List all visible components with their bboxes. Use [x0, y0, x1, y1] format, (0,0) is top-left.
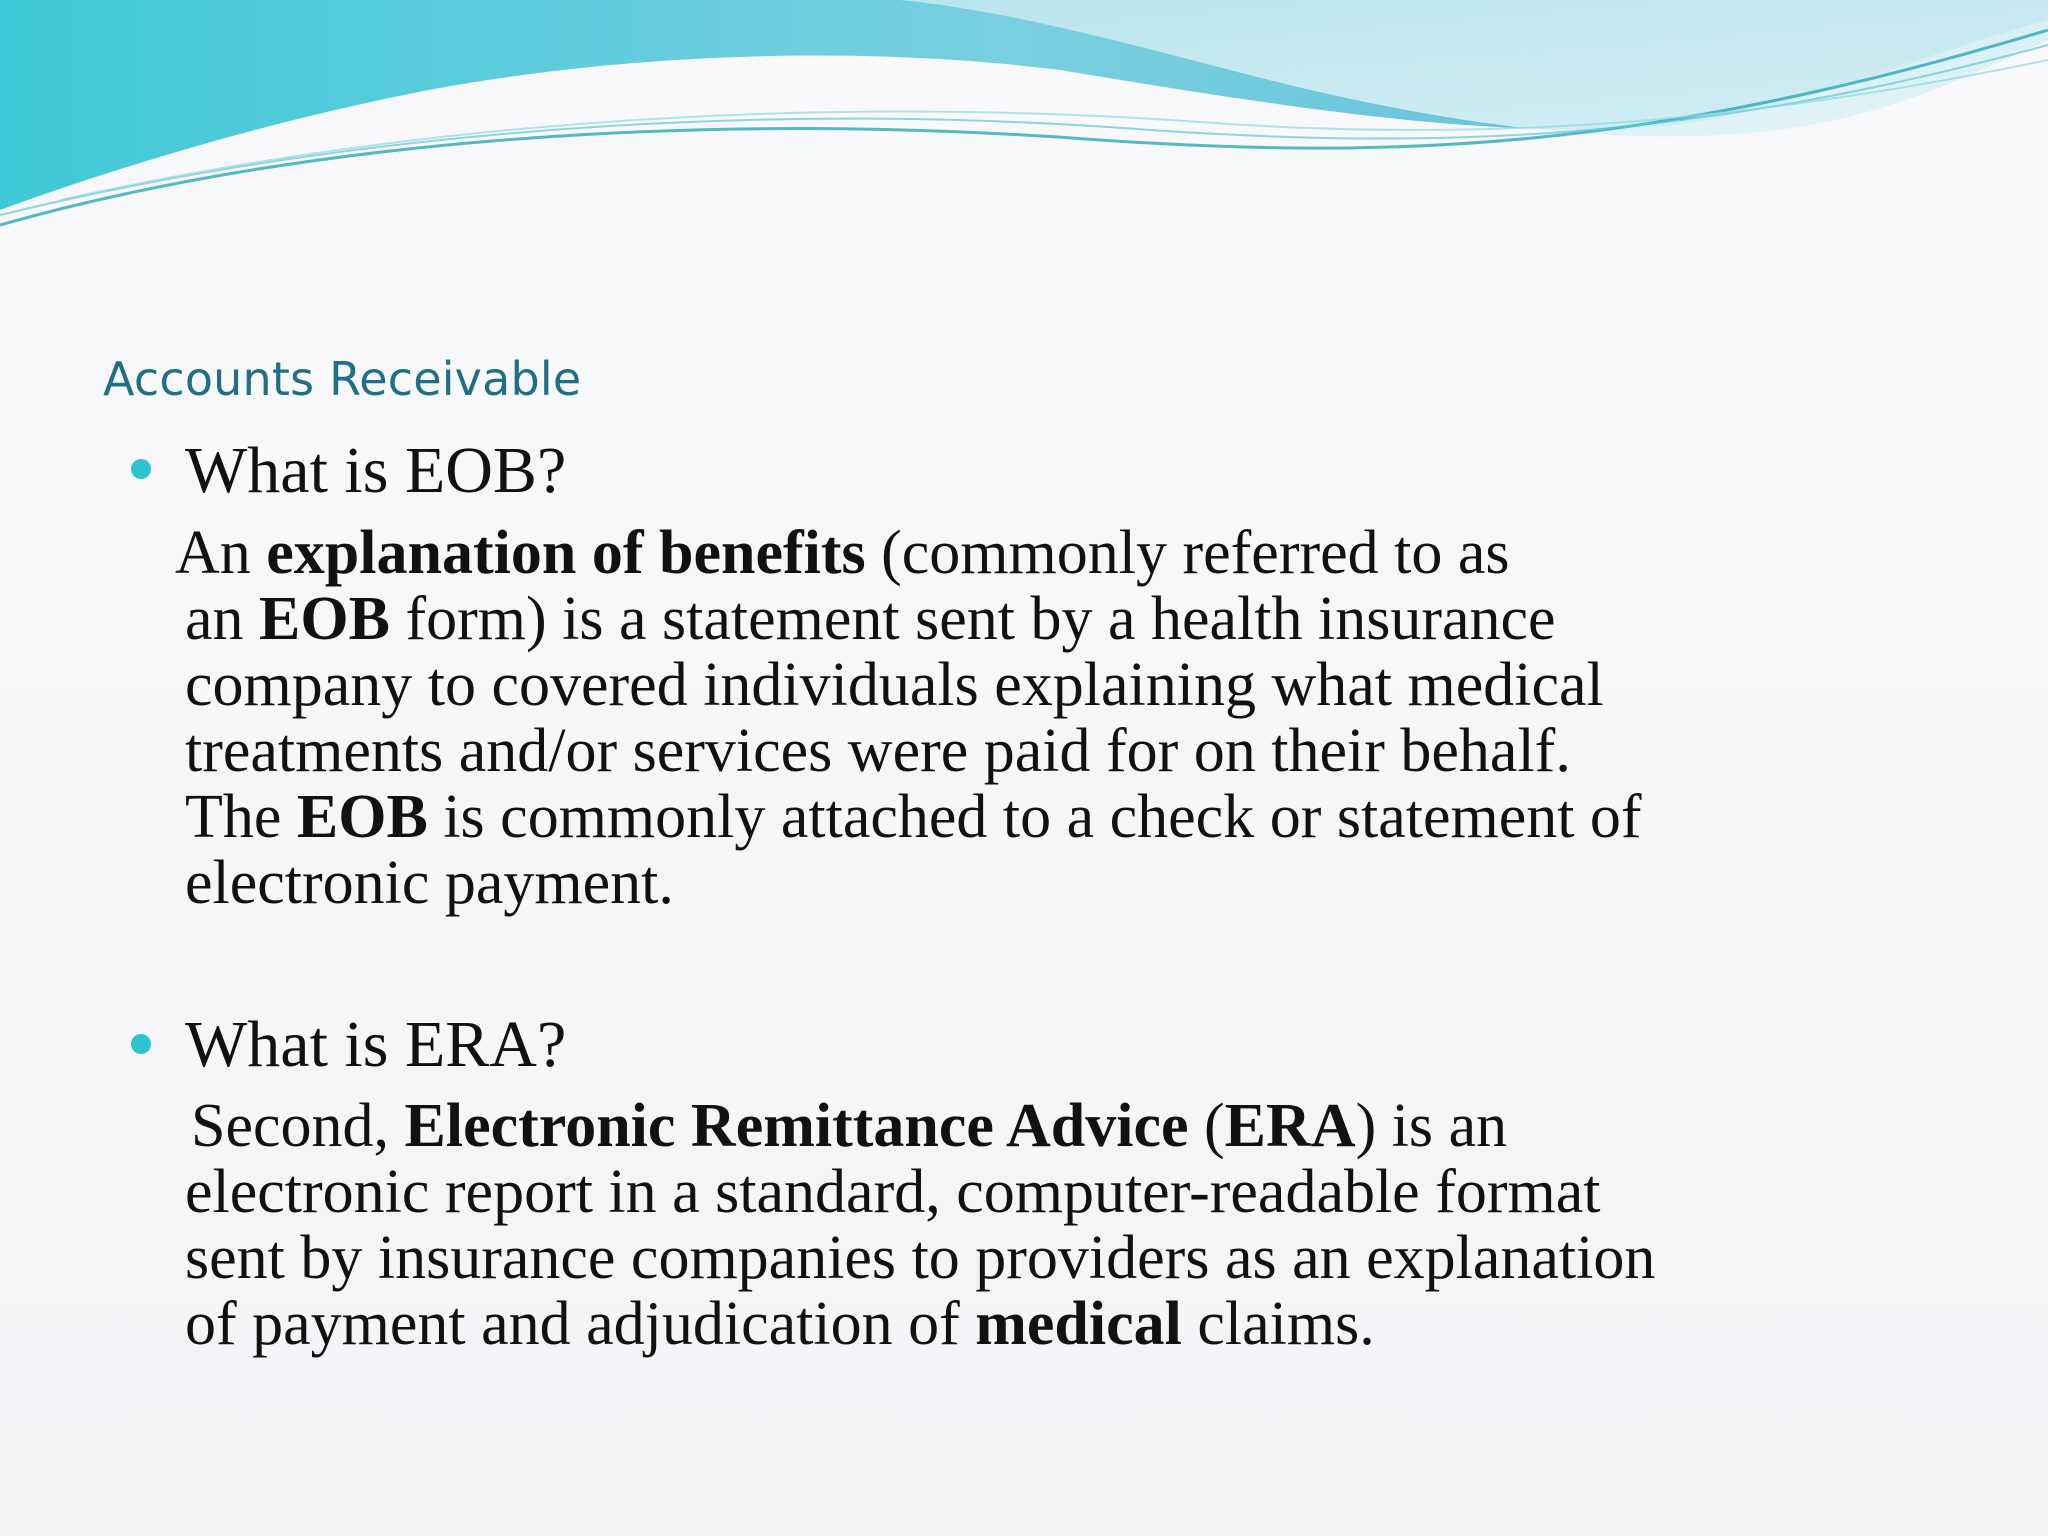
question-heading: What is ERA? [185, 1008, 567, 1081]
bullet-dot-icon [131, 1034, 151, 1054]
text-run: ) is an [1355, 1092, 1508, 1160]
text-run: electronic payment. [185, 849, 674, 917]
header-wave-decoration [0, 0, 2048, 240]
definition-paragraph [175, 519, 1642, 917]
text-run: electronic report in a standard, computer-readable format [185, 1158, 1601, 1226]
bold-text-run: EOB [259, 585, 390, 653]
slide-title: Accounts Receivable [103, 352, 582, 406]
text-run: sent by insurance companies to providers as an explanation [185, 1224, 1656, 1292]
paragraph-line [185, 652, 1642, 718]
paragraph-line [185, 1291, 1655, 1357]
paragraph-line [185, 718, 1642, 784]
text-run: (commonly referred to as [865, 519, 1510, 587]
text-run: an [185, 585, 260, 653]
text-run: company to covered individuals explaining what medical [185, 651, 1604, 719]
paragraph-line [185, 850, 1642, 916]
question-heading: What is EOB? [185, 434, 567, 507]
text-run: An [175, 519, 267, 587]
paragraph-line [185, 784, 1642, 850]
bold-text-run: EOB [296, 783, 428, 851]
bold-text-run: Electronic Remittance Advice [404, 1092, 1189, 1160]
text-run: is commonly attached to a check or statement of [427, 783, 1642, 851]
definition-paragraph [185, 1093, 1655, 1357]
bold-text-run: explanation of benefits [266, 519, 866, 587]
paragraph-line [185, 586, 1642, 652]
paragraph-line [185, 1159, 1655, 1225]
bold-text-run: ERA [1224, 1092, 1356, 1160]
bullet-dot-icon [131, 459, 151, 479]
text-run: The [185, 783, 297, 851]
text-run: of payment and adjudication of [185, 1290, 976, 1358]
text-run: Second, [191, 1092, 405, 1160]
text-run: treatments and/or services were paid for on their behalf. [185, 717, 1571, 785]
bold-text-run: medical [975, 1290, 1182, 1358]
paragraph-line [185, 1225, 1655, 1291]
paragraph-line [175, 520, 1642, 586]
text-run: form) is a statement sent by a health insurance [389, 585, 1556, 653]
text-run: ( [1188, 1092, 1225, 1160]
paragraph-line [191, 1093, 1655, 1159]
text-run: claims. [1181, 1290, 1375, 1358]
